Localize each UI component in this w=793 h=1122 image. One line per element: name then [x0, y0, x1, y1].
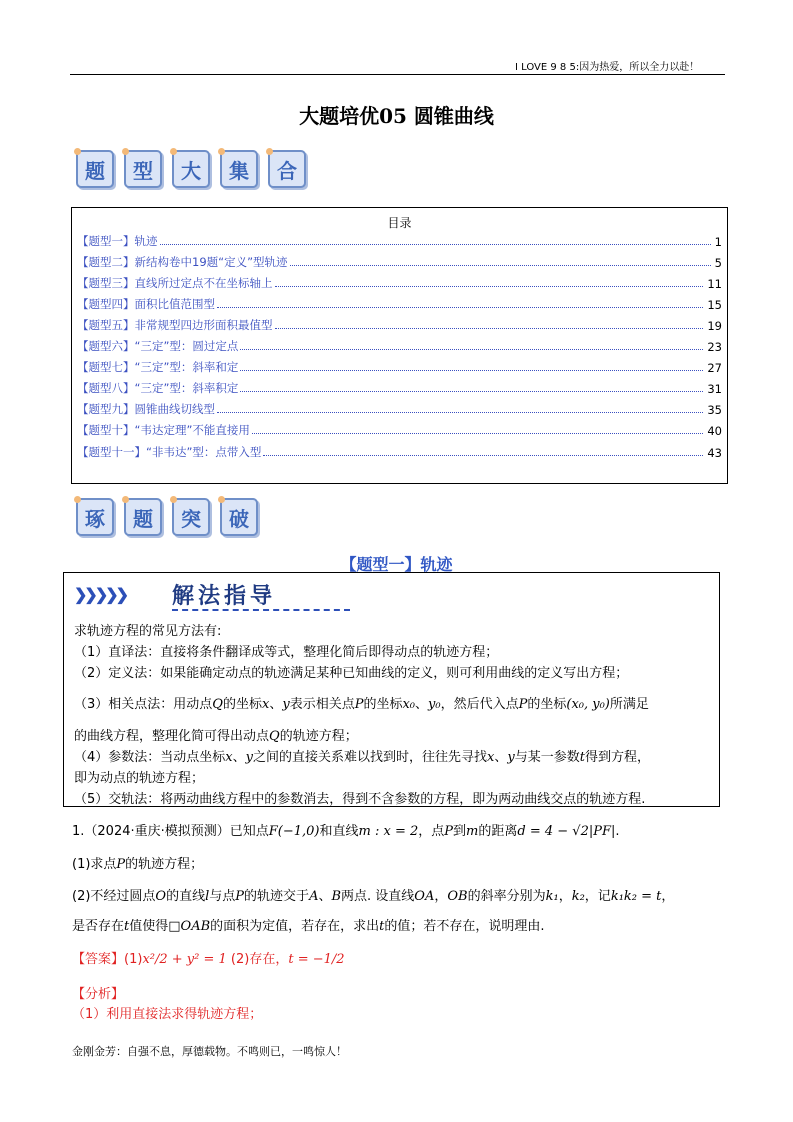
banner-tile: 型 [124, 150, 162, 188]
page-title: 大题培优05 圆锥曲线 [299, 104, 494, 128]
toc-item[interactable]: 【题型四】面积比值范围型 15 [77, 297, 722, 312]
answer-line: 【答案】(1)x²/2 + y² = 1 (2)存在，t = −1/2 [72, 952, 345, 967]
question-2-cont: 是否存在t值使得□OAB的面积为定值，若存在，求出t的值；若不存在，说明理由. [72, 919, 545, 934]
guide-method-4: （4）参数法：当动点坐标x、y之间的直接关系难以找到时，往往先寻找x、y与某一参数t得到方程， [74, 750, 650, 765]
guide-method-1: （1）直译法：直接将条件翻译成等式，整理化简后即得动点的轨迹方程； [74, 645, 499, 660]
banner-tile: 琢 [76, 498, 114, 536]
header-rule [70, 74, 725, 75]
banner-tile: 大 [172, 150, 210, 188]
problem-statement: 1.（2024·重庆·模拟预测）已知点F(−1,0)和直线m : x = 2，点P到m的距离d = 4 − √2|PF|. [72, 824, 620, 839]
banner-question-types [76, 150, 306, 188]
guide-method-3-cont: 的曲线方程，整理化简可得出动点Q的轨迹方程； [74, 729, 358, 744]
toc-item[interactable]: 【题型二】新结构卷中19题“定义”型轨迹 5 [77, 255, 722, 270]
toc-item[interactable]: 【题型三】直线所过定点不在坐标轴上 11 [77, 276, 722, 291]
analysis-label: 【分析】 [72, 987, 125, 1002]
guide-method-3: （3）相关点法：用动点Q的坐标x、y表示相关点P的坐标x₀、y₀，然后代入点P的坐标(x₀, y₀)所满足 [74, 697, 649, 712]
banner-tile: 合 [268, 150, 306, 188]
question-2: (2)不经过圆点O的直线l与点P的轨迹交于A、B两点. 设直线OA，OB的斜率分别为k₁，k₂，记k₁k₂ = t， [72, 889, 675, 904]
banner-tile: 突 [172, 498, 210, 536]
guide-underline [172, 609, 350, 611]
header-motto: I LOVE 9 8 5:因为热爱，所以全力以赴！ [515, 62, 700, 73]
guide-method-5: （5）交轨法：将两动曲线方程中的参数消去，得到不含参数的方程，即为两动曲线交点的轨迹方程. [74, 792, 646, 807]
analysis-step-1: （1）利用直接法求得轨迹方程； [72, 1007, 263, 1022]
chevron-arrows-icon: ❯❯❯❯❯ [74, 585, 127, 604]
guide-intro: 求轨迹方程的常见方法有: [74, 624, 222, 639]
guide-logo: 解法指导 [172, 583, 277, 609]
method-guide-box [63, 572, 720, 807]
toc-heading: 目录 [387, 216, 412, 230]
question-1: (1)求点P的轨迹方程； [72, 857, 204, 872]
toc-item[interactable]: 【题型十】“韦达定理”不能直接用 40 [77, 423, 722, 438]
banner-tile: 题 [76, 150, 114, 188]
section-title: 【题型一】轨迹 [340, 555, 453, 574]
toc-item[interactable]: 【题型九】圆锥曲线切线型 35 [77, 402, 722, 417]
guide-method-4-cont: 即为动点的轨迹方程； [74, 771, 205, 786]
toc-item[interactable]: 【题型十一】“非韦达”型：点带入型 43 [77, 445, 722, 460]
toc-item[interactable]: 【题型一】轨迹 1 [77, 234, 722, 249]
toc-item[interactable]: 【题型七】“三定”型：斜率和定 27 [77, 360, 722, 375]
guide-method-2: （2）定义法：如果能确定动点的轨迹满足某种已知曲线的定义，则可利用曲线的定义写出方程； [74, 666, 629, 681]
banner-tile: 集 [220, 150, 258, 188]
banner-problem-breakthrough [76, 498, 258, 536]
banner-tile: 破 [220, 498, 258, 536]
toc-item[interactable]: 【题型六】“三定”型：圆过定点 23 [77, 339, 722, 354]
table-of-contents [71, 207, 728, 484]
toc-item[interactable]: 【题型八】“三定”型：斜率积定 31 [77, 381, 722, 396]
footer-motto: 金刚金芳：自强不息，厚德载物。不鸣则已，一鸣惊人！ [72, 1045, 347, 1058]
toc-item[interactable]: 【题型五】非常规型四边形面积最值型 19 [77, 318, 722, 333]
banner-tile: 题 [124, 498, 162, 536]
